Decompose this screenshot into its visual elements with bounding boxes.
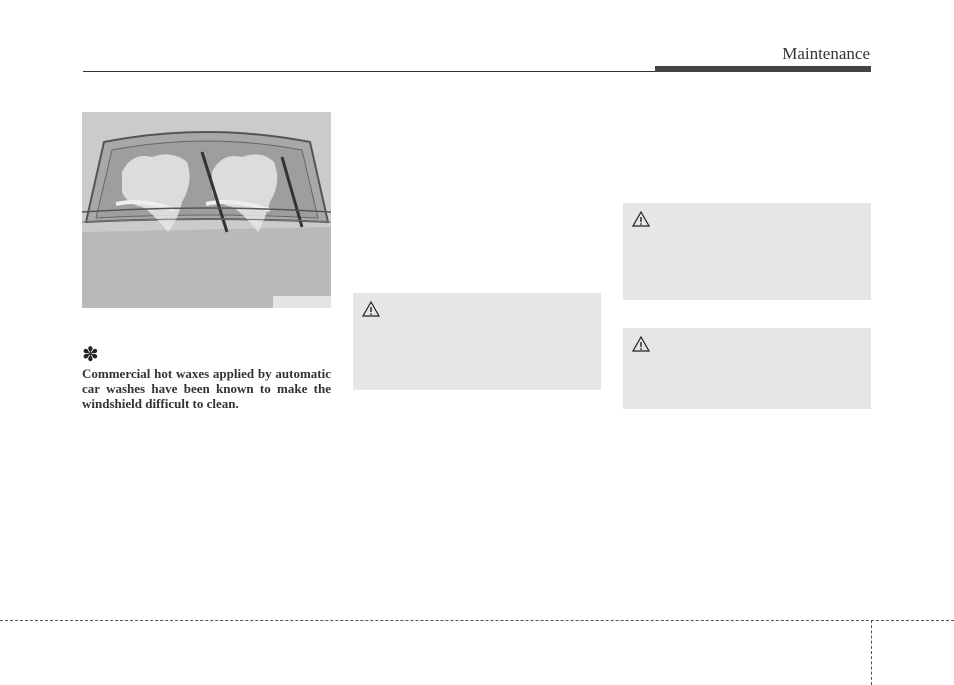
warning-box-1 bbox=[353, 293, 601, 390]
warning-triangle-icon bbox=[632, 336, 650, 352]
windshield-illustration bbox=[82, 112, 331, 308]
note-text: Commercial hot waxes applied by automatic car washes have been known to make the windshield difficult to clean. bbox=[82, 366, 331, 411]
warning-triangle-icon bbox=[362, 301, 380, 317]
section-header-title: Maintenance bbox=[782, 44, 870, 63]
figure-code-label bbox=[273, 296, 331, 308]
warning-triangle-icon bbox=[632, 211, 650, 227]
warning-box-3 bbox=[623, 328, 871, 409]
note-symbol: ✽ bbox=[82, 342, 99, 366]
page-footer-dashed-rule bbox=[0, 620, 954, 621]
warning-box-2 bbox=[623, 203, 871, 300]
page-footer-dashed-divider bbox=[871, 620, 872, 685]
header-accent-bar bbox=[655, 66, 871, 72]
